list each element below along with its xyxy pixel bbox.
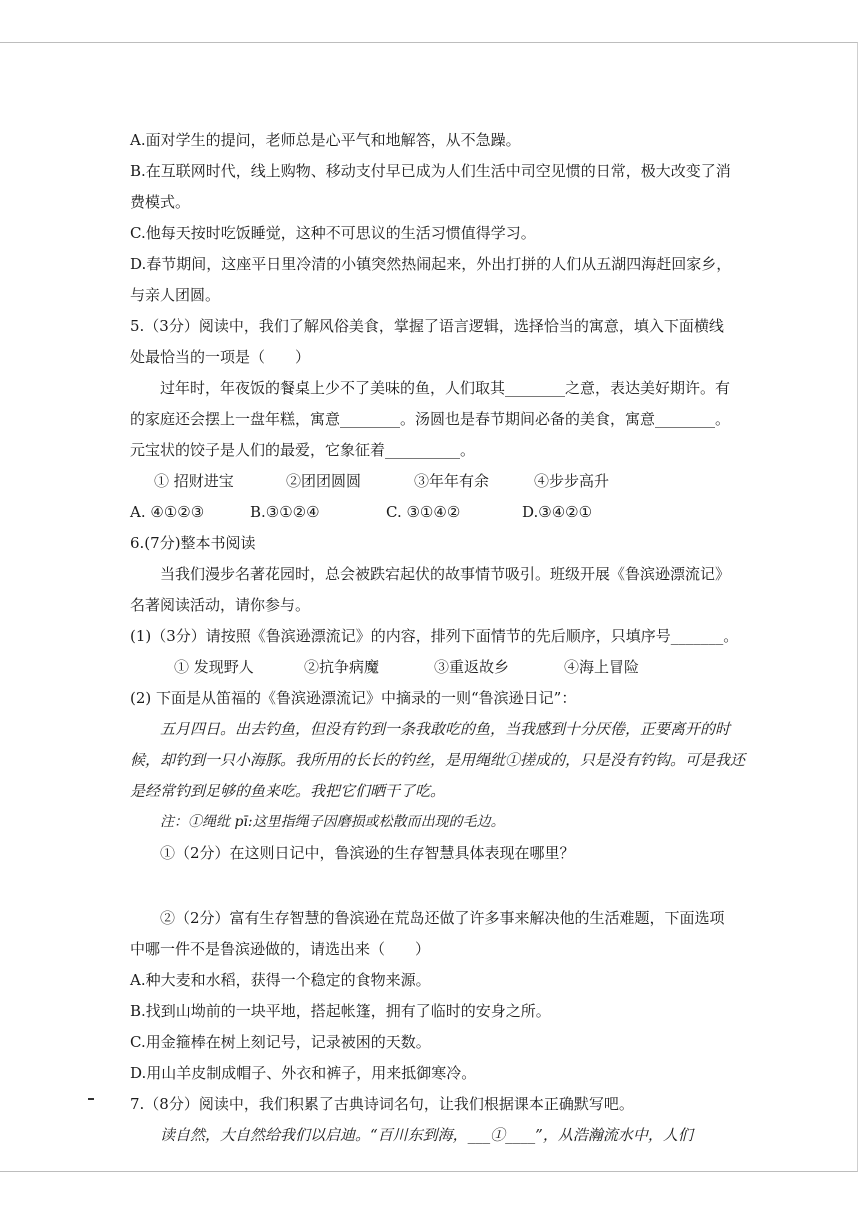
q5-answer-b: B.③①②④ [250,503,320,521]
q4-option-a: A.面对学生的提问，老师总是心平气和地解答，从不急躁。 [130,131,521,149]
q6-question-2-line2: 中哪一件不是鲁滨逊做的，请选出来（ ） [130,940,431,958]
q5-option-1: ① 招财进宝 [154,472,234,490]
q5-passage-line2: 的家庭还会摆上一盘年糕，寓意________。汤圆也是春节期间必备的美食，寓意________。 [130,410,731,428]
answer-space [130,869,730,903]
q6-option-a: A.种大麦和水稻，获得一个稳定的食物来源。 [130,971,431,989]
q6-title: 6.(7分)整本书阅读 [130,534,256,552]
q6-plot-2: ②抗争病魔 [304,658,380,676]
q5-stem-line2: 处最恰当的一项是（ ） [130,348,311,366]
diary-line3: 是经常钓到足够的鱼来吃。我把它们晒干了吃。 [130,782,446,800]
q6-question-2-line1: ②（2分）富有生存智慧的鲁滨逊在荒岛还做了许多事来解决他的生活难题，下面选项 [160,909,725,927]
exam-content [130,125,746,1151]
q6-plot-3: ③重返故乡 [434,658,510,676]
q5-answers [130,497,730,528]
diary-note: 注：①绳纰 pī:这里指绳子因磨损或松散而出现的毛边。 [160,814,505,830]
q5-option-4: ④步步高升 [534,472,610,490]
q5-passage-line3: 元宝状的饺子是人们的最爱，它象征着__________。 [130,441,476,459]
q6-intro-line2: 名著阅读活动，请你参与。 [130,596,311,614]
q5-option-3: ③年年有余 [414,472,490,490]
q5-option-2: ②团团圆圆 [286,472,362,490]
diary-line2: 候，却钓到一只小海豚。我所用的长长的钓丝，是用绳纰①搓成的，只是没有钓钩。可是我还 [130,751,746,769]
q6-option-c: C.用金箍棒在树上刻记号，记录被困的天数。 [130,1033,431,1051]
q6-question-1: ①（2分）在这则日记中，鲁滨逊的生存智慧具体表现在哪里？ [160,844,575,862]
q5-answer-d: D.③④②① [522,503,593,521]
q6-sub2: (2) 下面是从笛福的《鲁滨逊漂流记》中摘录的一则“鲁滨逊日记”： [130,689,577,707]
q5-answer-a: A. ④①②③ [130,503,205,521]
diary-line1: 五月四日。出去钓鱼，但没有钓到一条我敢吃的鱼，当我感到十分厌倦，正要离开的时 [160,720,731,738]
q5-answer-c: C. ③①④② [386,503,461,521]
q4-option-b-line1: B.在互联网时代，线上购物、移动支付早已成为人们生活中司空见惯的日常，极大改变了消 [130,162,731,180]
q7-line: 读自然，大自然给我们以启迪。“百川东到海，___①____”，从浩瀚流水中，人们 [160,1126,693,1144]
q6-option-d: D.用山羊皮制成帽子、外衣和裤子，用来抵御寒冷。 [130,1064,477,1082]
q6-plot-1: ① 发现野人 [174,658,254,676]
q6-option-b: B.找到山坳前的一块平地，搭起帐篷，拥有了临时的安身之所。 [130,1002,551,1020]
q5-stem-line1: 5.（3分）阅读中，我们了解风俗美食，掌握了语言逻辑，选择恰当的寓意，填入下面横线 [130,317,724,335]
q6-plot-4: ④海上冒险 [564,658,640,676]
q4-option-d-line1: D.春节期间，这座平日里冷清的小镇突然热闹起来，外出打拼的人们从五湖四海赶回家乡， [130,255,732,273]
q4-option-c: C.他每天按时吃饭睡觉，这种不可思议的生活习惯值得学习。 [130,224,536,242]
q6-plot-options [130,652,730,683]
q6-sub1: (1)（3分）请按照《鲁滨逊漂流记》的内容，排列下面情节的先后顺序，只填序号_______。 [130,627,739,645]
q4-option-d-line2: 与亲人团圆。 [130,286,221,304]
q6-intro-line1: 当我们漫步名著花园时，总会被跌宕起伏的故事情节吸引。班级开展《鲁滨逊漂流记》 [160,565,731,583]
q5-passage-line1: 过年时，年夜饭的餐桌上少不了美味的鱼，人们取其________之意，表达美好期许。有 [160,379,731,397]
q7-stem: 7.（8分）阅读中，我们积累了古典诗词名句，让我们根据课本正确默写吧。 [130,1095,634,1113]
scan-mark [88,1098,94,1100]
q5-options [130,466,730,497]
q4-option-b-line2: 费模式。 [130,193,191,211]
